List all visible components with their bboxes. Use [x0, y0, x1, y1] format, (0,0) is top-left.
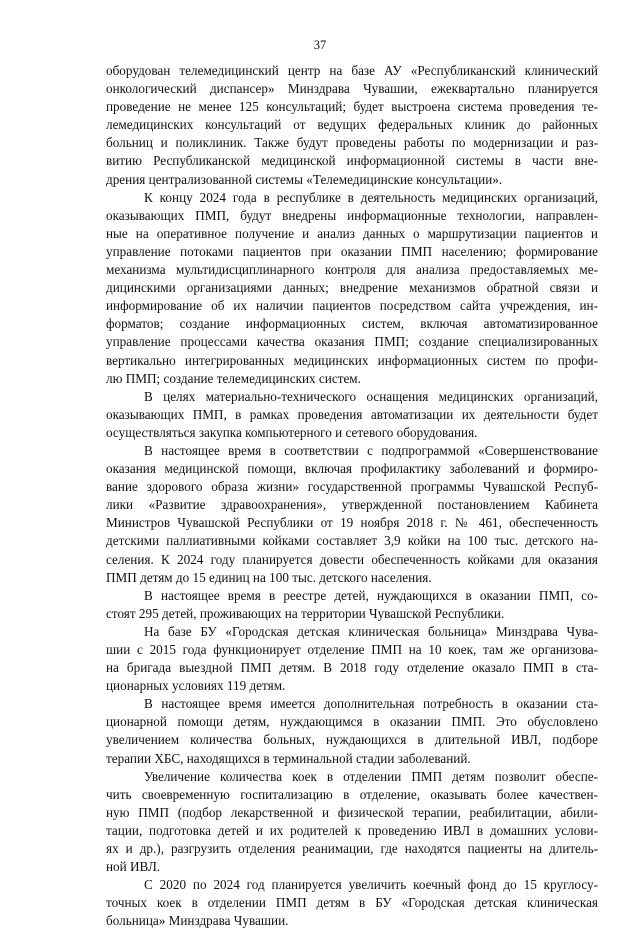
text-line: С 2020 по 2024 год планируется увеличить коечный фонд до 15 круглосу- [144, 877, 598, 893]
text-line: витию Республиканской медицинской информационной системы в части вне- [106, 153, 598, 169]
text-line: В настоящее время имеется дополнительная потребность в оказании ста- [144, 696, 598, 712]
text-line: лики «Развитие здравоохранения», утвержденной постановлением Кабинета [106, 497, 598, 513]
text-line: терапии ХБС, находящихся в терминальной стадии заболеваний. [106, 750, 471, 766]
text-line: увеличением количества больных, нуждающихся в длительной ИВЛ, подборе [106, 732, 598, 748]
text-line: Увеличение количества коек в отделении ПМП детям позволит обеспе- [144, 768, 598, 784]
text-line: лемедицинских консультаций от ведущих федеральных клиник до районных [106, 117, 598, 133]
text-line: шии с 2015 года функционирует отделение ПМП на 10 коек, там же организова- [106, 642, 598, 657]
text-line: механизма мультидисциплинарного контроля для анализа предоставляемых ме- [106, 262, 598, 278]
text-line: больниц и поликлиник. Также будут проведены работы по модернизации и раз- [106, 135, 598, 151]
text-line: На базе БУ «Городская детская клиническая больница» Минздрава Чува- [144, 623, 598, 639]
text-line: В целях материально-технического оснащения медицинских организаций, [144, 388, 598, 404]
text-line: дицинскими организациями данных; внедрение механизмов обратной связи и [106, 280, 598, 296]
text-line: оказания медицинской помощи, включая профилактику заболеваний и формиро- [106, 461, 598, 477]
text-line: больница» Минздрава Чувашии. [106, 913, 289, 929]
page-number: 37 [313, 38, 327, 52]
text-line: селения. К 2024 году планируется довести обеспеченность койками для оказания [106, 551, 598, 567]
paragraph [106, 62, 598, 189]
paragraph [106, 388, 598, 442]
text-line: стоят 295 детей, проживающих на территории Чувашской Республики. [106, 605, 505, 621]
paragraph [106, 876, 598, 930]
paragraph [106, 189, 598, 388]
paragraph [106, 587, 598, 623]
text-line: ционарных условиях 119 детям. [106, 678, 286, 694]
paragraph [106, 442, 598, 587]
text-line: ях и др.), разгрузить отделения реанимации, где находятся пациенты на длитель- [106, 841, 598, 857]
paragraph [106, 695, 598, 767]
text-line: ную ПМП (подбор лекарственной и физической терапии, реабилитации, абили- [106, 804, 598, 820]
text-line: В настоящее время в реестре детей, нуждающихся в оказании ПМП, со- [144, 587, 598, 603]
text-line: информирование об их наличии пациентов посредством сайта учреждения, ин- [106, 298, 598, 314]
text-line: форматов; создание информационных систем, включая автоматизированное [106, 316, 598, 332]
text-line: ной ИВЛ. [106, 859, 161, 875]
text-line: лю ПМП; создание телемедицинских систем. [106, 370, 361, 386]
text-line: вание здорового образа жизни» государственной программы Чувашской Респуб- [106, 479, 598, 495]
text-line: оказывающих ПМП, в рамках проведения автоматизации их деятельности будет [106, 406, 598, 422]
text-line: на бригада выездной ПМП детям. В 2018 году отделение оказало ПМП в ста- [106, 660, 598, 676]
text-line: осуществляться закупка компьютерного и сетевого оборудования. [106, 424, 478, 440]
text-line: ционарной помощи детям, нуждающимся в оказании ПМП. Это обусловлено [106, 714, 598, 730]
text-line: управление процессами качества оказания ПМП; создание специализированных [106, 334, 598, 350]
text-line: детскими паллиативными койками составляет 3,9 койки на 100 тыс. детского на- [106, 533, 598, 549]
document-body [106, 62, 598, 931]
text-line: дрения централизованной системы «Телемедицинские консультации». [106, 171, 503, 187]
text-line: вертикально интегрированных медицинских информационных систем по профи- [106, 352, 598, 368]
text-line: оборудован телемедицинский центр на базе АУ «Республиканский клинический [106, 63, 598, 78]
text-line: оказывающих ПМП, будут внедрены информационные технологии, направлен- [106, 207, 598, 223]
paragraph [106, 768, 598, 877]
text-line: чить своевременную госпитализацию в отделение, оказывать более качествен- [106, 786, 598, 802]
text-line: онкологический диспансер» Минздрава Чувашии, ежеквартально планируется [106, 81, 598, 97]
text-line: управление потоками пациентов при оказании ПМП населению; формирование [106, 243, 598, 259]
text-line: проведение не менее 125 консультаций; будет выстроена система проведения те- [106, 99, 598, 115]
text-line: Министров Чувашской Республики от 19 ноября 2018 г. № 461, обеспеченность [106, 515, 598, 531]
text-line: ПМП детям до 15 единиц на 100 тыс. детского населения. [106, 569, 432, 585]
text-line: точных коек в отделении ПМП детям в БУ «Городская детская клиническая [106, 895, 598, 911]
paragraph [106, 623, 598, 695]
text-line: тации, подготовка детей и их родителей к проведению ИВЛ в домашних услови- [106, 822, 598, 838]
text-line: К концу 2024 года в республике в деятельность медицинских организаций, [144, 189, 598, 205]
text-line: В настоящее время в соответствии с подпрограммой «Совершенствование [144, 442, 598, 458]
text-line: ные на оперативное получение и анализ данных о маршрутизации пациентов и [106, 225, 598, 241]
